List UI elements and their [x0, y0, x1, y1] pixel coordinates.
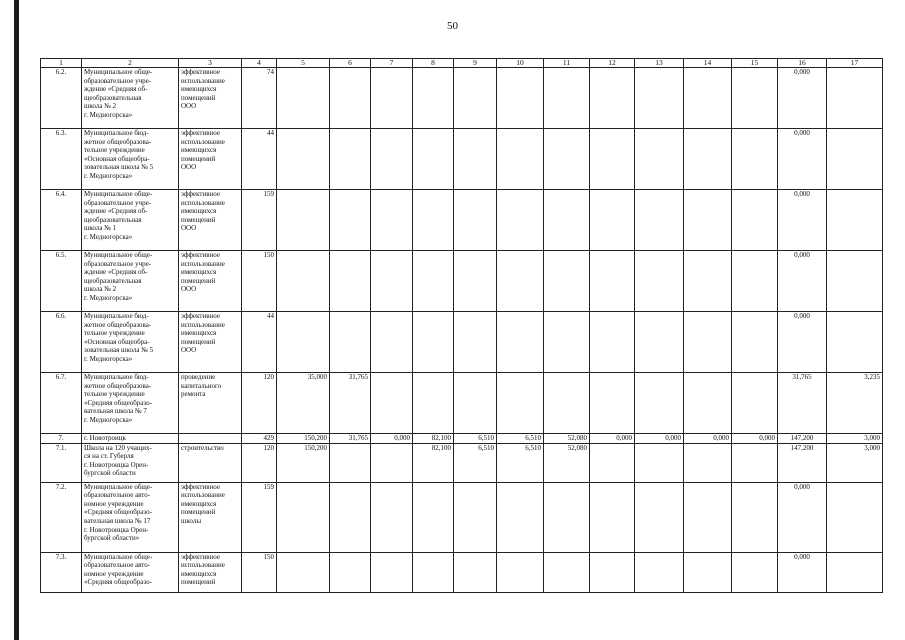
table-cell-col-3: эффективное использование имеющихся помещений школы — [179, 482, 242, 552]
table-cell-col-2: Муниципальное обще- образовательное учре- ждение «Средняя об- щеобразовательная школа № 1 г. Медногорска» — [82, 190, 179, 251]
table-cell-col-6 — [330, 482, 371, 552]
table-cell-col-16: 147,200 — [778, 443, 827, 482]
table-cell-col-17: 3,000 — [827, 443, 883, 482]
column-header-11: 11 — [544, 59, 590, 68]
table-cell-col-9 — [454, 190, 497, 251]
table-cell-col-13 — [635, 129, 684, 190]
column-header-17: 17 — [827, 59, 883, 68]
table-cell-col-2: г. Новотроицк — [82, 434, 179, 444]
table-cell-col-7 — [371, 552, 413, 592]
table-cell-col-2: Муниципальное бюд- жетное общеобразова- тельное учреждение «Средняя общеобразо- вательная школа № 7 г. Медногорска» — [82, 373, 179, 434]
column-header-15: 15 — [732, 59, 778, 68]
table-cell-col-16: 0,000 — [778, 482, 827, 552]
column-header-12: 12 — [590, 59, 635, 68]
table-cell-col-6 — [330, 68, 371, 129]
table-cell-col-8 — [413, 68, 454, 129]
table-cell-col-12 — [590, 251, 635, 312]
table-cell-col-9: 6,510 — [454, 443, 497, 482]
table-cell-col-11 — [544, 129, 590, 190]
table-cell-col-7 — [371, 443, 413, 482]
table-cell-col-15: 0,000 — [732, 434, 778, 444]
table-row — [41, 68, 883, 129]
table-cell-col-16: 147,200 — [778, 434, 827, 444]
table-cell-col-10: 6,510 — [497, 443, 544, 482]
table-row — [41, 482, 883, 552]
table-cell-col-12 — [590, 443, 635, 482]
column-header-13: 13 — [635, 59, 684, 68]
table-cell-col-15 — [732, 482, 778, 552]
column-header-7: 7 — [371, 59, 413, 68]
table-row — [41, 373, 883, 434]
table-cell-col-17 — [827, 129, 883, 190]
table-cell-col-4: 44 — [242, 312, 277, 373]
table-cell-col-13 — [635, 552, 684, 592]
table-cell-col-5 — [277, 129, 330, 190]
table-cell-col-12 — [590, 552, 635, 592]
table-cell-col-10 — [497, 251, 544, 312]
table-cell-col-10 — [497, 129, 544, 190]
table-cell-col-4: 159 — [242, 482, 277, 552]
table-cell-col-1: 7.2. — [41, 482, 82, 552]
table-cell-col-13 — [635, 373, 684, 434]
table-cell-col-17 — [827, 312, 883, 373]
table-cell-col-14: 0,000 — [684, 434, 732, 444]
table-row — [41, 312, 883, 373]
table-cell-col-15 — [732, 251, 778, 312]
table-cell-col-13 — [635, 482, 684, 552]
table-cell-col-10: 6,510 — [497, 434, 544, 444]
table-cell-col-6 — [330, 443, 371, 482]
table-cell-col-14 — [684, 552, 732, 592]
table-cell-col-1: 6.7. — [41, 373, 82, 434]
table-cell-col-15 — [732, 129, 778, 190]
table-row — [41, 190, 883, 251]
column-header-16: 16 — [778, 59, 827, 68]
table-cell-col-17: 3,000 — [827, 434, 883, 444]
table-cell-col-14 — [684, 68, 732, 129]
table-cell-col-13 — [635, 251, 684, 312]
table-cell-col-14 — [684, 190, 732, 251]
table-cell-col-5 — [277, 190, 330, 251]
column-header-3: 3 — [179, 59, 242, 68]
table-cell-col-11 — [544, 482, 590, 552]
table-cell-col-8 — [413, 373, 454, 434]
column-header-8: 8 — [413, 59, 454, 68]
table-cell-col-15 — [732, 443, 778, 482]
table-cell-col-15 — [732, 190, 778, 251]
table-cell-col-6 — [330, 251, 371, 312]
table-cell-col-15 — [732, 312, 778, 373]
table-cell-col-9 — [454, 68, 497, 129]
table-cell-col-10 — [497, 373, 544, 434]
table-cell-col-2: Школа на 120 учащих- ся на ст. Губерля г. Новотроицка Орен- бургской области — [82, 443, 179, 482]
table-cell-col-10 — [497, 482, 544, 552]
table-cell-col-2: Муниципальное обще- образовательное авто- номное учреждение «Средняя общеобразо- вательная школа № 17 г. Новотроицка Орен- бургской области» — [82, 482, 179, 552]
table-cell-col-13 — [635, 443, 684, 482]
column-header-5: 5 — [277, 59, 330, 68]
table-row — [41, 129, 883, 190]
table-cell-col-13 — [635, 68, 684, 129]
table-cell-col-9 — [454, 373, 497, 434]
table-cell-col-8 — [413, 190, 454, 251]
table-cell-col-1: 6.2. — [41, 68, 82, 129]
table-cell-col-1: 6.4. — [41, 190, 82, 251]
scan-edge-bar — [14, 0, 19, 640]
table-cell-col-13 — [635, 190, 684, 251]
table-cell-col-3: строительство — [179, 443, 242, 482]
table-cell-col-9 — [454, 482, 497, 552]
column-header-6: 6 — [330, 59, 371, 68]
table-cell-col-5: 150,200 — [277, 434, 330, 444]
table-cell-col-1: 6.5. — [41, 251, 82, 312]
data-table — [40, 58, 883, 593]
table-cell-col-5 — [277, 251, 330, 312]
table-cell-col-3: эффективное использование имеющихся помещений ООО — [179, 68, 242, 129]
table-cell-col-3: проведение капитального ремонта — [179, 373, 242, 434]
table-cell-col-4: 44 — [242, 129, 277, 190]
table-cell-col-16: 0,000 — [778, 190, 827, 251]
table-cell-col-17 — [827, 251, 883, 312]
table-cell-col-6: 31,765 — [330, 434, 371, 444]
table-cell-col-5: 150,200 — [277, 443, 330, 482]
table-cell-col-10 — [497, 312, 544, 373]
table-cell-col-2: Муниципальное бюд- жетное общеобразова- тельное учреждение «Основная общеобра- зовательная школа № 5 г. Медногорска» — [82, 129, 179, 190]
table-cell-col-3: эффективное использование имеющихся помещений ООО — [179, 129, 242, 190]
table-row — [41, 251, 883, 312]
table-cell-col-3: эффективное использование имеющихся помещений ООО — [179, 251, 242, 312]
table-cell-col-4: 120 — [242, 443, 277, 482]
column-header-2: 2 — [82, 59, 179, 68]
table-cell-col-5 — [277, 68, 330, 129]
table-cell-col-12 — [590, 373, 635, 434]
table-cell-col-1: 7.1. — [41, 443, 82, 482]
table-cell-col-12 — [590, 68, 635, 129]
table-cell-col-16: 31,765 — [778, 373, 827, 434]
table-cell-col-17 — [827, 190, 883, 251]
table-cell-col-14 — [684, 373, 732, 434]
table-cell-col-4: 120 — [242, 373, 277, 434]
table-cell-col-10 — [497, 190, 544, 251]
table-cell-col-7 — [371, 373, 413, 434]
column-header-1: 1 — [41, 59, 82, 68]
column-header-4: 4 — [242, 59, 277, 68]
table-cell-col-8: 82,100 — [413, 434, 454, 444]
table-cell-col-5 — [277, 552, 330, 592]
table-cell-col-15 — [732, 68, 778, 129]
table-cell-col-11: 52,080 — [544, 434, 590, 444]
table-cell-col-12: 0,000 — [590, 434, 635, 444]
table-cell-col-4: 74 — [242, 68, 277, 129]
table-row — [41, 434, 883, 444]
table-cell-col-12 — [590, 129, 635, 190]
table-cell-col-12 — [590, 190, 635, 251]
table-cell-col-2: Муниципальное бюд- жетное общеобразова- тельное учреждение «Основная общеобра- зовательная школа № 5 г. Медногорска» — [82, 312, 179, 373]
table-cell-col-4: 150 — [242, 552, 277, 592]
table-cell-col-9 — [454, 251, 497, 312]
table-cell-col-4: 150 — [242, 251, 277, 312]
table-cell-col-14 — [684, 129, 732, 190]
table-cell-col-8: 82,100 — [413, 443, 454, 482]
table-cell-col-3: эффективное использование имеющихся помещений — [179, 552, 242, 592]
table-cell-col-10 — [497, 552, 544, 592]
table-cell-col-11 — [544, 251, 590, 312]
table-cell-col-14 — [684, 312, 732, 373]
table-cell-col-1: 6.6. — [41, 312, 82, 373]
table-cell-col-5: 35,000 — [277, 373, 330, 434]
table-cell-col-16: 0,000 — [778, 129, 827, 190]
table-cell-col-3: эффективное использование имеющихся помещений ООО — [179, 312, 242, 373]
table-cell-col-2: Муниципальное обще- образовательное учре- ждение «Средняя об- щеобразовательная школа № 2 г. Медногорска» — [82, 251, 179, 312]
table-cell-col-11 — [544, 68, 590, 129]
table-cell-col-17: 3,235 — [827, 373, 883, 434]
table-cell-col-6 — [330, 312, 371, 373]
table-cell-col-2: Муниципальное обще- образовательное учре- ждение «Средняя об- щеобразовательная школа № 2 г. Медногорска» — [82, 68, 179, 129]
table-cell-col-7 — [371, 68, 413, 129]
table-cell-col-13 — [635, 312, 684, 373]
table-cell-col-8 — [413, 482, 454, 552]
table-cell-col-16: 0,000 — [778, 552, 827, 592]
table-cell-col-9 — [454, 129, 497, 190]
table-cell-col-7 — [371, 190, 413, 251]
table-cell-col-8 — [413, 552, 454, 592]
table-cell-col-8 — [413, 129, 454, 190]
table-cell-col-7: 0,000 — [371, 434, 413, 444]
table-cell-col-17 — [827, 482, 883, 552]
table-cell-col-5 — [277, 482, 330, 552]
table-cell-col-1: 7. — [41, 434, 82, 444]
table-cell-col-8 — [413, 251, 454, 312]
table-cell-col-15 — [732, 373, 778, 434]
table-cell-col-6 — [330, 552, 371, 592]
table-cell-col-4: 429 — [242, 434, 277, 444]
table-cell-col-3: эффективное использование имеющихся помещений ООО — [179, 190, 242, 251]
table-cell-col-16: 0,000 — [778, 251, 827, 312]
table-cell-col-3 — [179, 434, 242, 444]
column-header-10: 10 — [497, 59, 544, 68]
table-cell-col-9 — [454, 552, 497, 592]
table-cell-col-4: 159 — [242, 190, 277, 251]
table-cell-col-6 — [330, 129, 371, 190]
table-row — [41, 443, 883, 482]
table-cell-col-11 — [544, 373, 590, 434]
table-cell-col-14 — [684, 443, 732, 482]
table-cell-col-5 — [277, 312, 330, 373]
table-row — [41, 552, 883, 592]
header-row — [41, 59, 883, 68]
table-cell-col-8 — [413, 312, 454, 373]
table-cell-col-7 — [371, 129, 413, 190]
table-cell-col-17 — [827, 68, 883, 129]
table-cell-col-6: 31,765 — [330, 373, 371, 434]
table-cell-col-10 — [497, 68, 544, 129]
table-cell-col-2: Муниципальное обще- образовательное авто- номное учреждение «Средняя общеобразо- — [82, 552, 179, 592]
table-cell-col-7 — [371, 482, 413, 552]
table-cell-col-16: 0,000 — [778, 68, 827, 129]
table-cell-col-1: 6.3. — [41, 129, 82, 190]
table-cell-col-7 — [371, 312, 413, 373]
page-number: 50 — [447, 20, 458, 32]
table-cell-col-7 — [371, 251, 413, 312]
column-header-14: 14 — [684, 59, 732, 68]
table-cell-col-14 — [684, 482, 732, 552]
table-cell-col-12 — [590, 482, 635, 552]
table-cell-col-11 — [544, 312, 590, 373]
column-header-9: 9 — [454, 59, 497, 68]
table-cell-col-16: 0,000 — [778, 312, 827, 373]
table-cell-col-17 — [827, 552, 883, 592]
table-cell-col-11 — [544, 190, 590, 251]
table-cell-col-1: 7.3. — [41, 552, 82, 592]
table-cell-col-13: 0,000 — [635, 434, 684, 444]
table-cell-col-11 — [544, 552, 590, 592]
table-cell-col-9 — [454, 312, 497, 373]
table-cell-col-12 — [590, 312, 635, 373]
table-cell-col-11: 52,080 — [544, 443, 590, 482]
table-cell-col-6 — [330, 190, 371, 251]
table-cell-col-14 — [684, 251, 732, 312]
table-cell-col-9: 6,510 — [454, 434, 497, 444]
table-cell-col-15 — [732, 552, 778, 592]
